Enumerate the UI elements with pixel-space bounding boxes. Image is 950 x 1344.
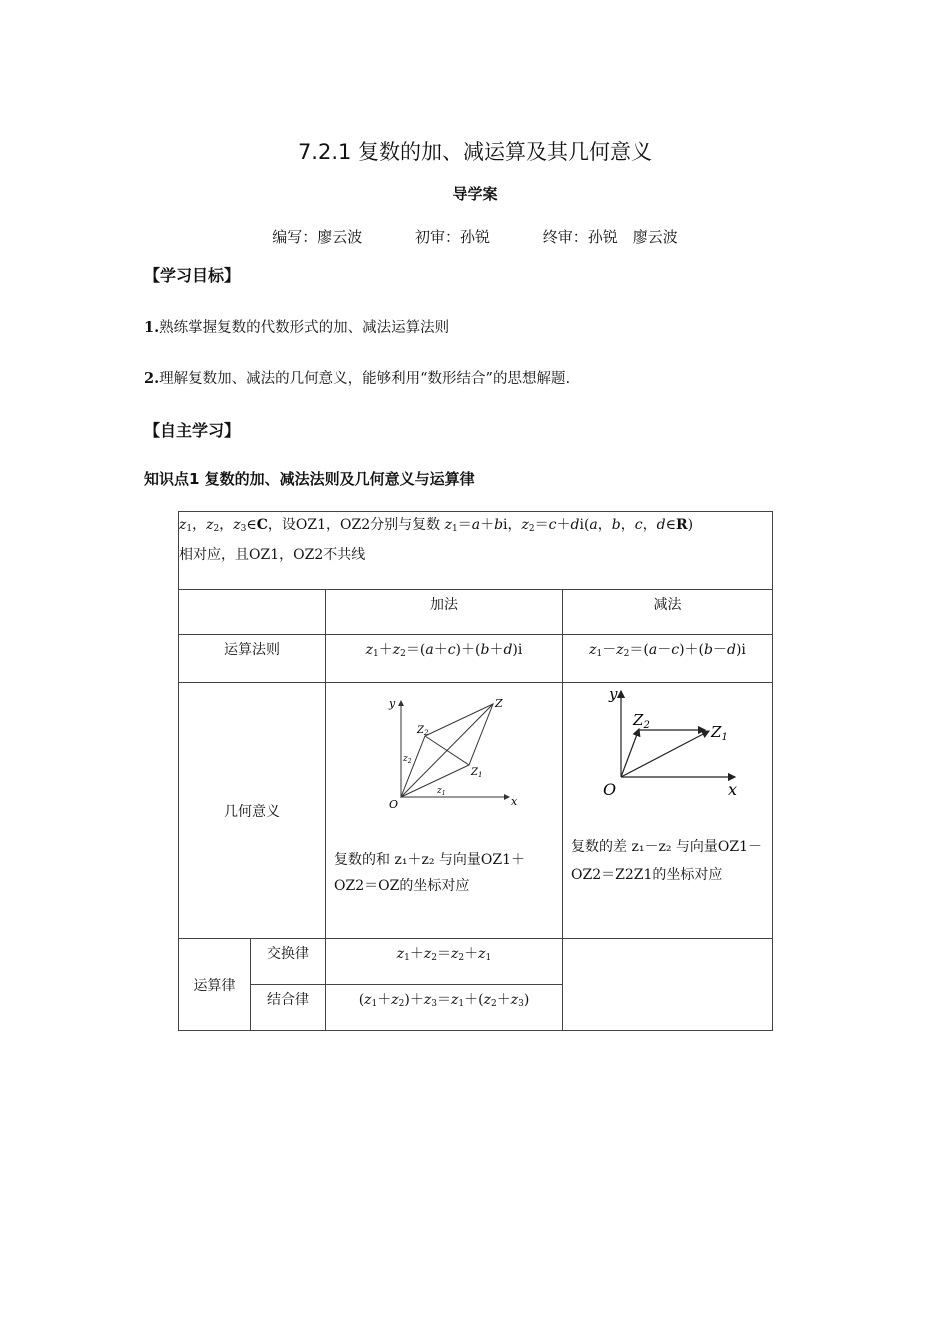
- svg-text:z1: $z_1$: [437, 786, 446, 797]
- section-heading-goals: 【学习目标】: [144, 266, 241, 285]
- add-rule: $z_1+z_2=(a+c)+(b+d)i$: [326, 635, 563, 683]
- svg-text:Z2: $Z_2$: [633, 711, 650, 731]
- svg-text:O: O: [389, 798, 399, 811]
- page-subtitle: 导学案: [452, 185, 498, 203]
- addition-diagram: [381, 695, 531, 815]
- svg-text:Z1: $Z_1$: [471, 767, 483, 779]
- svg-text:Z1: $Z_1$: [711, 723, 728, 743]
- rules-table: [178, 511, 773, 1031]
- law-associative-label: 结合律: [251, 985, 326, 1031]
- add-geo-text: 复数的和 z₁＋z₂ 与向量OZ1＋OZ2＝OZ的坐标对应: [334, 852, 525, 894]
- intro-line-2: 相对应，且OZ1，OZ2不共线: [179, 547, 366, 563]
- section-heading-self-study: 【自主学习】: [144, 421, 241, 440]
- laws-empty-cell: [563, 939, 773, 1031]
- svg-text:z2: $z_2$: [403, 754, 412, 765]
- law-associative-formula: $(z_1+z_2)+z_3=z_1+(z_2+z_3)$: [326, 985, 563, 1031]
- sub-geo-cell: [563, 683, 773, 939]
- svg-text:Z2: $Z_2$: [417, 725, 429, 737]
- intro-line-1: $z_1$，$z_2$，$z_3\in C$，设OZ1，OZ2分别与复数 $z_1=a+bi$，$z_2=c+di(a$，b，c，d∈R): [179, 517, 694, 534]
- header-sub: 减法: [563, 590, 773, 635]
- row-label-rule: 运算法则: [179, 635, 326, 683]
- header-add: 加法: [326, 590, 563, 635]
- add-geo-cell: [326, 683, 563, 939]
- table-intro: [179, 512, 773, 590]
- sub-rule: $z_1-z_2=(a-c)+(b-d)i$: [563, 635, 773, 683]
- row-label-laws: 运算律: [179, 939, 251, 1031]
- law-commutative-formula: $z_1+z_2=z_2+z_1$: [326, 939, 563, 985]
- knowledge-point-title: 知识点1 复数的加、减法法则及几何意义与运算律: [144, 470, 475, 488]
- svg-text:Z: Z: [495, 697, 503, 710]
- authors-line: [0, 226, 950, 247]
- header-empty: [179, 590, 326, 635]
- page-title: 7.2.1 复数的加、减运算及其几何意义: [297, 140, 653, 164]
- diagonal-z1z2: [425, 736, 469, 765]
- svg-text:O: O: [603, 780, 617, 799]
- law-commutative-label: 交换律: [251, 939, 326, 985]
- subtraction-diagram: [593, 685, 743, 800]
- vector-oz2: [621, 729, 639, 777]
- row-label-geo: 几何意义: [179, 683, 326, 939]
- goal-item-2: 2.理解复数加、减法的几何意义，能够利用“数形结合”的思想解题.: [144, 370, 571, 387]
- svg-text:y: y: [609, 685, 618, 703]
- first-review: 初审：孙锐: [414, 228, 490, 246]
- goal-item-1: 1.熟练掌握复数的代数形式的加、减法运算法则: [144, 319, 450, 336]
- writer: 编写：廖云波: [272, 228, 363, 246]
- svg-text:x: x: [511, 795, 518, 808]
- final-review: 终审：孙锐 廖云波: [542, 228, 678, 246]
- svg-text:x: x: [728, 780, 738, 799]
- svg-text:y: y: [389, 697, 396, 710]
- vector-oz1: [621, 731, 709, 777]
- sub-geo-text: 复数的差 z₁－z₂ 与向量OZ1－OZ2＝Z2Z1的坐标对应: [571, 839, 762, 883]
